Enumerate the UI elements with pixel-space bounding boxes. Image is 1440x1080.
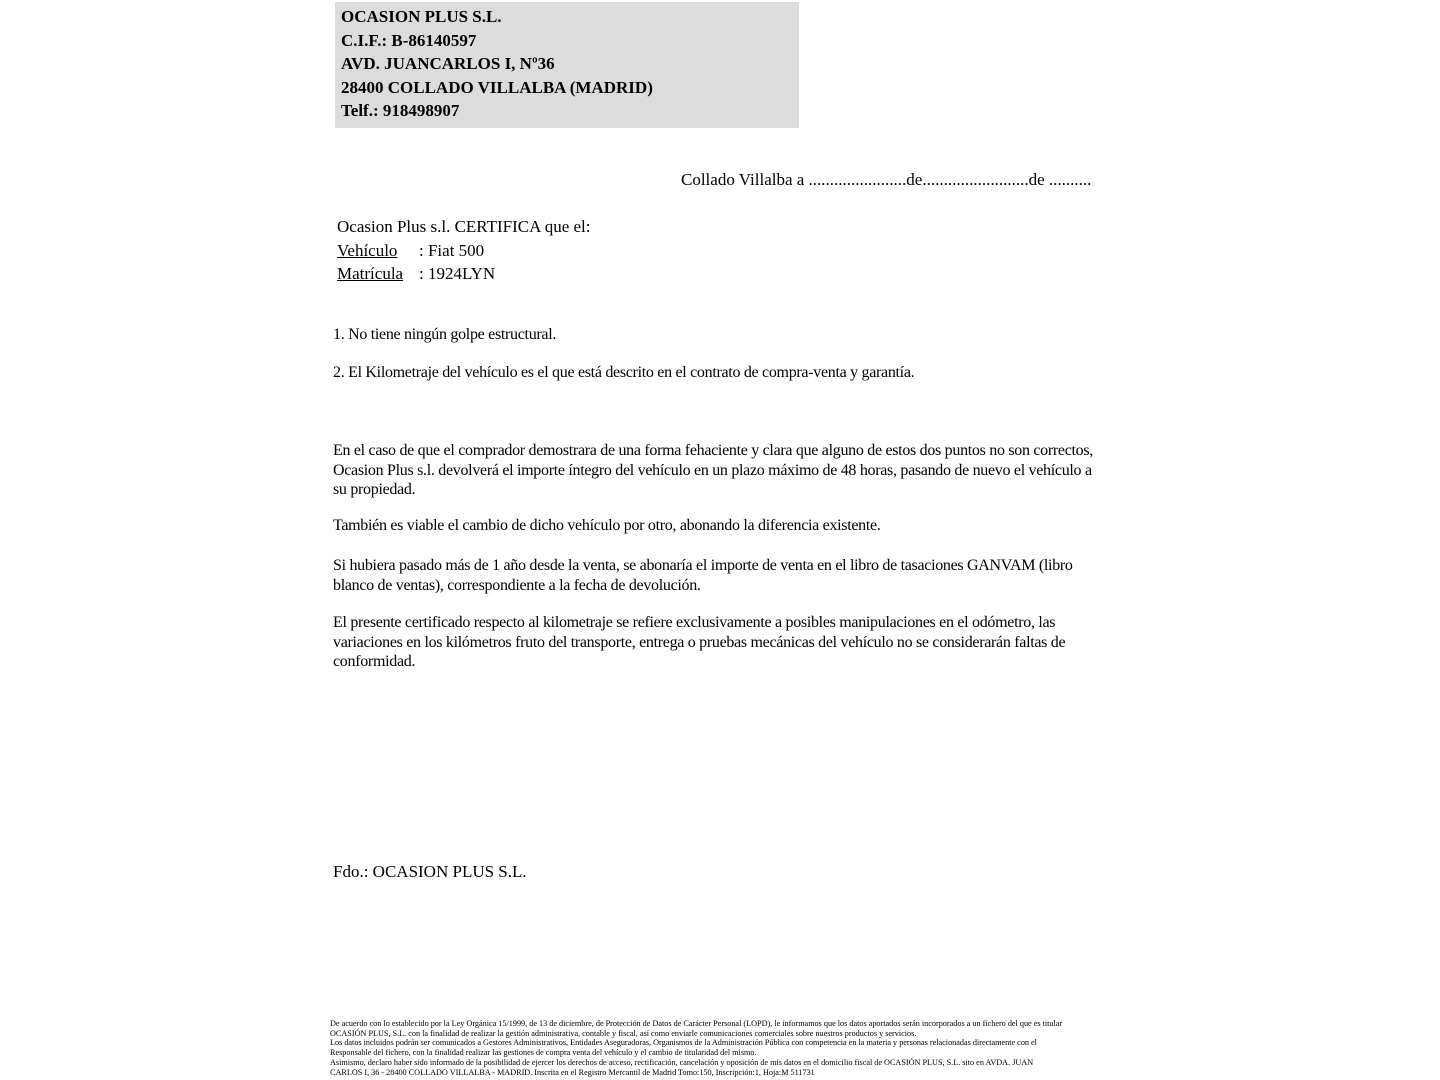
vehicle-value: : Fiat 500 <box>419 240 485 260</box>
legal-footer-line-5: Asimismo, declaro haber sido informado de la posibilidad de ejercer los derechos de acceso, rectificación, cancelación y oposición de mis datos en el domicilio fiscal de OCASIÓN PLUS, S.L. sito en AVDA. JUAN <box>330 1057 1034 1067</box>
date-line: Collado Villalba a .......................de.........................de .......... <box>681 170 1092 189</box>
paragraph-exchange-option: También es viable el cambio de dicho vehículo por otro, abonando la diferencia existente. <box>333 517 881 534</box>
legal-footer-line-6: CARLOS I, 36 - 28400 COLLADO VILLALBA - MADRID. Inscrita en el Registro Mercantil de Madrid Tomo:150, Inscripción:1, Hoja:M 511731 <box>330 1067 815 1077</box>
legal-footer-line-1: De acuerdo con lo establecido por la Ley Orgánica 15/1999, de 13 de diciembre, de Protección de Datos de Carácter Personal (LOPD), le informamos que los datos aportados serán incorporados a un fichero del que es titular <box>330 1019 1063 1028</box>
plate-label: Matrícula <box>337 264 404 283</box>
plate-field <box>337 262 591 286</box>
certification-intro: Ocasion Plus s.l. CERTIFICA que el: <box>337 217 591 236</box>
company-cif: C.I.F.: B-86140597 <box>341 30 477 50</box>
company-city: 28400 COLLADO VILLALBA (MADRID) <box>341 77 653 97</box>
legal-footer-line-3: Los datos incluidos podrán ser comunicados a Gestores Administrativos, Entidades Aseguradoras, Organismos de la Administración Pública con competencia en la materia y personas relacionadas directamente con el <box>330 1038 1037 1048</box>
company-header-box <box>335 2 799 128</box>
signature-line: Fdo.: OCASION PLUS S.L. <box>333 862 527 881</box>
vehicle-field <box>337 239 591 263</box>
legal-footer-line-4: Responsable del fichero, con la finalidad realizar las gestiones de compra venta del vehículo y el cambio de titularidad del mismo. <box>330 1048 757 1058</box>
company-name: OCASION PLUS S.L. <box>341 7 502 26</box>
vehicle-label: Vehículo <box>337 240 398 260</box>
company-address: AVD. JUANCARLOS I, Nº36 <box>341 54 555 73</box>
paragraph-refund-policy: En el caso de que el comprador demostrara de una forma fehaciente y clara que alguno de estos dos puntos no son correctos, Ocasion Plus s.l. devolverá el importe íntegro del vehículo en un plazo máximo de 48 horas, pasando de nuevo el vehículo a su propiedad. <box>333 442 1094 498</box>
legal-footer <box>330 1019 1120 1077</box>
paragraph-ganvam: Si hubiera pasado más de 1 año desde la venta, se abonaría el importe de venta en el libro de tasaciones GANVAM (libro blanco de ventas), correspondiente a la fecha de devolución. <box>333 557 1073 594</box>
paragraph-odometer-disclaimer: El presente certificado respecto al kilometraje se refiere exclusivamente a posibles manipulaciones en el odómetro, las variaciones en los kilómetros fruto del transporte, entrega o pruebas mecánicas del vehículo no se considerarán faltas de conformidad. <box>333 614 1066 670</box>
certification-block <box>337 215 591 286</box>
numbered-points <box>333 325 1098 382</box>
company-phone: Telf.: 918498907 <box>341 101 460 120</box>
legal-footer-line-2: OCASIÓN PLUS, S.L. con la finalidad de realizar la gestión administrativa, contable y fiscal, así como enviarle comunicaciones comerciales sobre nuestros productos y servicios. <box>330 1028 917 1038</box>
plate-value: : 1924LYN <box>419 264 496 283</box>
point-1: 1. No tiene ningún golpe estructural. <box>333 326 557 343</box>
point-2: 2. El Kilometraje del vehículo es el que está descrito en el contrato de compra-venta y garantía. <box>333 363 915 381</box>
